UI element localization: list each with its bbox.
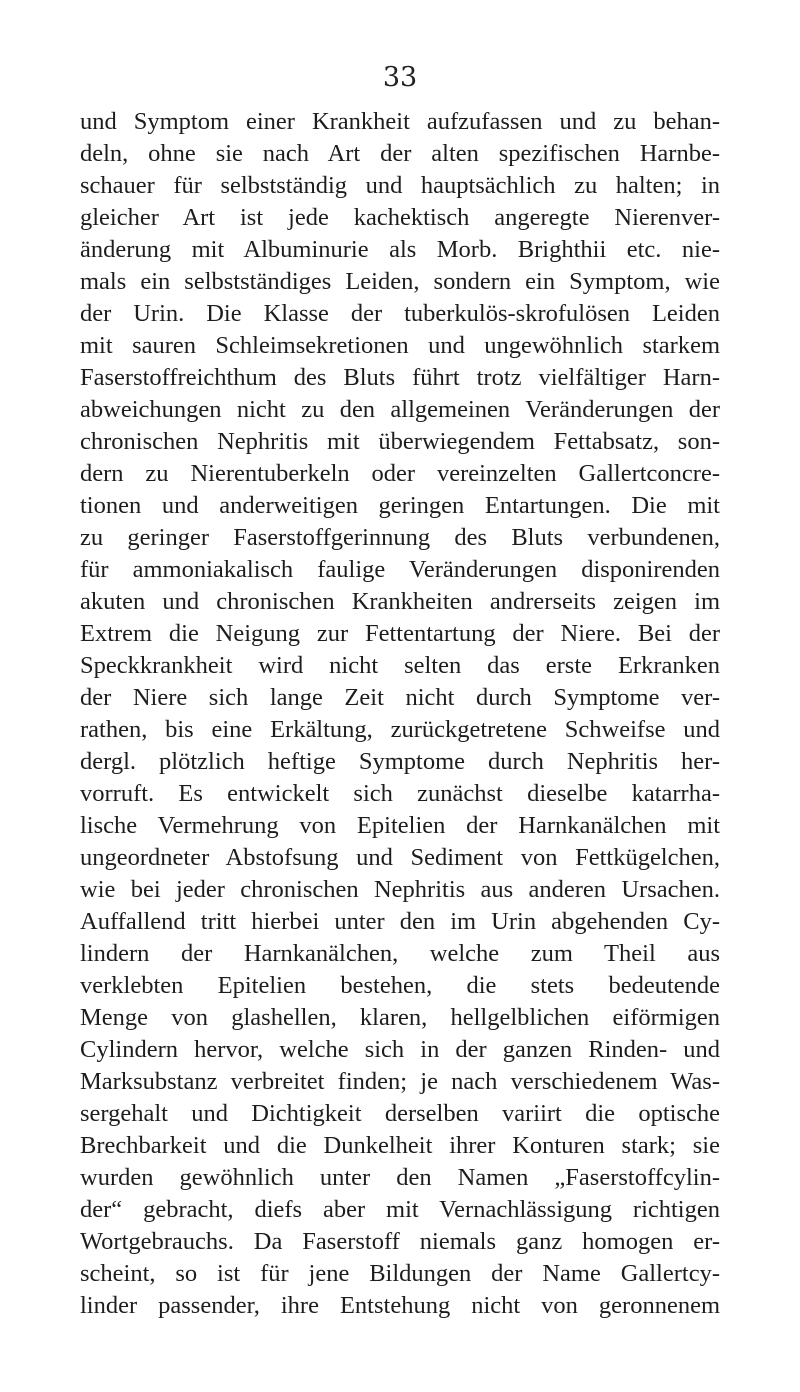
text-line: akuten und chronischen Krankheiten andrerseits zeigen im [80, 588, 720, 615]
text-line: verklebten Epitelien bestehen, die stets bedeutende [80, 972, 720, 999]
text-line: Wortgebrauchs. Da Faserstoff niemals ganz homogen er- [80, 1228, 720, 1255]
page-number: 33 [382, 62, 418, 93]
text-line: Faserstoffreichthum des Bluts führt trotz vielfältiger Harn- [80, 364, 720, 391]
text-line: scheint, so ist für jene Bildungen der Name Gallertcy- [80, 1260, 720, 1287]
text-line: Speckkrankheit wird nicht selten das erste Erkranken [80, 652, 720, 679]
text-line: linder passender, ihre Entstehung nicht von geronnenem [80, 1292, 720, 1319]
text-line: Menge von glashellen, klaren, hellgelblichen eiförmigen [80, 1004, 720, 1031]
text-line: dergl. plötzlich heftige Symptome durch Nephritis her- [80, 748, 720, 775]
text-line: wurden gewöhnlich unter den Namen „Faserstoffcylin- [80, 1164, 720, 1191]
text-line: Auffallend tritt hierbei unter den im Urin abgehenden Cy- [80, 908, 720, 935]
text-line: gleicher Art ist jede kachektisch angeregte Nierenver- [80, 204, 720, 231]
text-line: lische Vermehrung von Epitelien der Harnkanälchen mit [80, 812, 720, 839]
text-line: chronischen Nephritis mit überwiegendem Fettabsatz, son- [80, 428, 720, 455]
text-line: tionen und anderweitigen geringen Entartungen. Die mit [80, 492, 720, 519]
text-line: der Urin. Die Klasse der tuberkulös-skrofulösen Leiden [80, 300, 720, 327]
text-line: lindern der Harnkanälchen, welche zum Theil aus [80, 940, 720, 967]
text-line: rathen, bis eine Erkältung, zurückgetretene Schweifse und [80, 716, 720, 743]
text-line: Brechbarkeit und die Dunkelheit ihrer Konturen stark; sie [80, 1132, 720, 1159]
text-line: der Niere sich lange Zeit nicht durch Symptome ver- [80, 684, 720, 711]
text-line: mit sauren Schleimsekretionen und ungewöhnlich starkem [80, 332, 720, 359]
text-line: mals ein selbstständiges Leiden, sondern ein Symptom, wie [80, 268, 720, 295]
text-line: ungeordneter Abstofsung und Sediment von Fettkügelchen, [80, 844, 720, 871]
text-line: schauer für selbstständig und hauptsächlich zu halten; in [80, 172, 720, 199]
text-line: änderung mit Albuminurie als Morb. Brighthii etc. nie- [80, 236, 720, 263]
text-line: abweichungen nicht zu den allgemeinen Veränderungen der [80, 396, 720, 423]
text-line: der“ gebracht, diefs aber mit Vernachlässigung richtigen [80, 1196, 720, 1223]
text-line: für ammoniakalisch faulige Veränderungen disponirenden [80, 556, 720, 583]
text-line: sergehalt und Dichtigkeit derselben variirt die optische [80, 1100, 720, 1127]
text-line: dern zu Nierentuberkeln oder vereinzelten Gallertconcre- [80, 460, 720, 487]
text-line: vorruft. Es entwickelt sich zunächst dieselbe katarrha- [80, 780, 720, 807]
text-line: Cylindern hervor, welche sich in der ganzen Rinden- und [80, 1036, 720, 1063]
text-line: wie bei jeder chronischen Nephritis aus anderen Ursachen. [80, 876, 720, 903]
text-line: zu geringer Faserstoffgerinnung des Bluts verbundenen, [80, 524, 720, 551]
text-line: deln, ohne sie nach Art der alten spezifischen Harnbe- [80, 140, 720, 167]
body-text [80, 106, 720, 1322]
text-line: und Symptom einer Krankheit aufzufassen und zu behan- [80, 108, 720, 135]
text-line: Extrem die Neigung zur Fettentartung der Niere. Bei der [80, 620, 720, 647]
text-line: Marksubstanz verbreitet finden; je nach verschiedenem Was- [80, 1068, 720, 1095]
